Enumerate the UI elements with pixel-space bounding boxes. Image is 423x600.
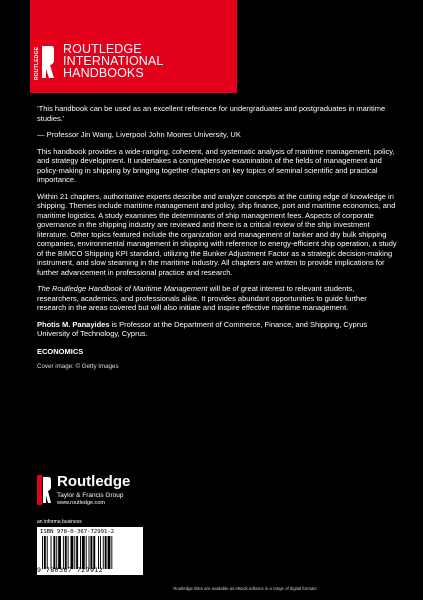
cover-credit: Cover image: © Getty Images xyxy=(37,363,119,370)
isbn-label: ISBN 978-0-367-72991-2 xyxy=(40,529,115,535)
quote-attribution: — Professor Jin Wang, Liverpool John Moores University, UK xyxy=(37,130,241,139)
description-paragraph-1: This handbook provides a wide-ranging, coherent, and systematic analysis of maritime management, policy, and strategy development. It undertakes a comprehensive examination of the fields of management and policy-making in shipping by bringing together chapters on key topics of seminal scientific and practical importance. xyxy=(37,146,395,184)
description-paragraph-2: Within 21 chapters, authoritative experts describe and analyze concepts at the cutting edge of knowledge in shipping. Themes include maritime management and policy, ship finance, port and maritime economics, and maritime logistics. A study examines the determinants of ship management fees. Aspects of corporate governance in the shipping industry are reviewed and there is a critical review of the ship investment literature. Other topics featured include the organization and management of tanker and dry bulk shipping companies, environmental management in shipping with reference to energy-efficient ship operation, a study of the BIMCO Shipping KPI standard, utilizing the Bunker Adjustment Factor as a strategic decision-making instrument, and slow steaming in the maritime industry. All chapters are written to provide implications for further advancement in professional practice and research. xyxy=(37,191,397,277)
series-line-1: ROUTLEDGE xyxy=(63,42,142,56)
series-line-3: HANDBOOKS xyxy=(63,66,144,80)
barcode-bars xyxy=(42,536,138,569)
isbn-barcode xyxy=(37,527,143,575)
barcode-number: 9 780367 729912 xyxy=(37,566,104,574)
review-quote: ‘This handbook can be used as an excellent reference for undergraduates and postgraduates in maritime studies.’ xyxy=(37,104,386,123)
publisher-block xyxy=(37,475,207,513)
blurb xyxy=(37,104,397,372)
description-paragraph-3 xyxy=(37,284,397,313)
publisher-logo-icon xyxy=(37,475,51,505)
series-vertical-label: ROUTLEDGE xyxy=(34,46,40,80)
author-bio-text: is Professor at the Department of Commerce, Finance, and Shipping, Cyprus University of Technology, Cyprus. xyxy=(37,319,368,338)
publisher-url: www.routledge.com xyxy=(57,500,105,506)
book-title: The Routledge Handbook of Maritime Management xyxy=(37,284,208,293)
subject-category: ECONOMICS xyxy=(37,346,84,356)
publisher-name: Routledge xyxy=(57,473,131,490)
informa-label: an informa business xyxy=(37,519,82,525)
publisher-group: Taylor & Francis Group xyxy=(57,492,124,499)
description-paragraph-3-text: will be of great interest to relevant students, researchers, academics, and professionals alike. It provides abundant opportunities to guide further research in the areas covered but will also initiate and inspire effective maritime management. xyxy=(37,284,367,312)
series-title xyxy=(63,43,163,79)
ebook-notice: Routledge titles are available as eBook editions in a range of digital formats xyxy=(173,586,317,591)
author-bio xyxy=(37,320,397,339)
series-line-2: INTERNATIONAL xyxy=(63,54,164,68)
series-banner xyxy=(30,0,237,93)
author-name: Photis M. Panayides xyxy=(37,319,110,329)
